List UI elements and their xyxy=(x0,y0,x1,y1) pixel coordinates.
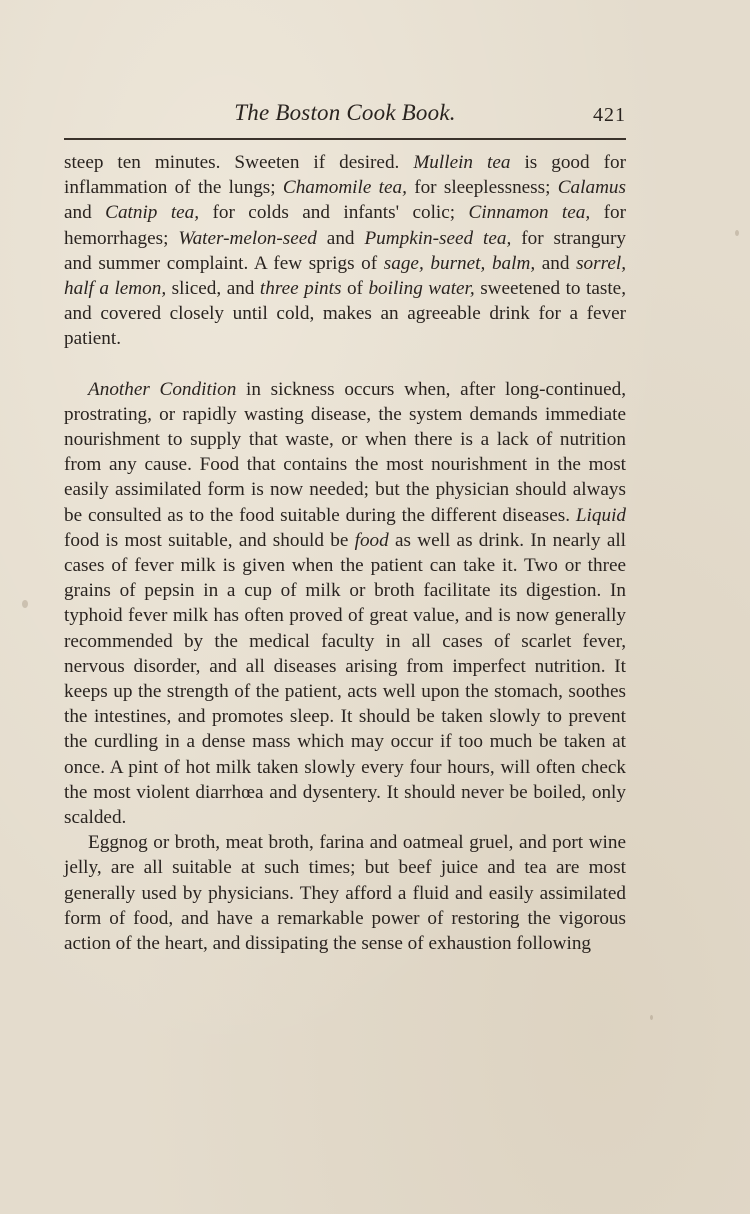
text-run: sliced, and xyxy=(166,278,260,300)
italic-run: sage, xyxy=(383,252,424,274)
text-run: for strangury and summer complaint. A few sprigs of xyxy=(64,227,626,274)
italic-run: burnet, xyxy=(430,252,486,274)
italic-run: Catnip tea, xyxy=(105,202,200,224)
paragraph-eggnog-broth xyxy=(64,830,626,956)
text-run: steep ten minutes. Sweeten if desired. xyxy=(64,152,414,173)
italic-run: sorrel, xyxy=(576,252,627,274)
italic-run: boiling water, xyxy=(368,278,475,300)
text-run: for hemorrhages; xyxy=(64,202,626,249)
italic-run: Pumpkin-seed tea, xyxy=(364,227,512,249)
italic-run: balm, xyxy=(491,252,536,274)
text-run: in sickness occurs when, after long-continued, prostrating, or rapidly wasting disease, the system demands immediate nourishment to supply that waste, or when there is a lack of nutrition from any cause. Food that contains the most nourishment in the most easily assimilated form is now needed; but the physician should always be consulted as to the food suitable during the different diseases. xyxy=(64,378,626,526)
text-run xyxy=(485,253,492,274)
italic-run: Calamus xyxy=(557,177,626,199)
paragraph-herbal-teas xyxy=(64,150,626,352)
text-run: and xyxy=(316,227,365,249)
body-text xyxy=(64,150,626,956)
page-number: 421 xyxy=(593,104,626,126)
text-run: as well as drink. In nearly all cases of fever milk is given when the patient can take it. Two or three grains of pepsin in a cup of milk or broth facilitate its digestion. In typhoid fever milk has often proved of great value, and is now generally recommended by the medical faculty in all cases of scarlet fever, nervous disorder, and all diseases arising from imperfect nutrition. It keeps up the strength of the patient, acts well upon the stomach, soothes the intestines, and promotes sleep. It should be taken slowly to prevent the curdling in a dense mass which may occur if too much be taken at once. A pint of hot milk taken slowly every four hours, will often check the most violent diarrhœa and dysentery. It should never be boiled, only scalded. xyxy=(64,529,626,829)
text-run: is good for inflammation of the lungs; xyxy=(64,152,626,199)
text-run: of xyxy=(341,278,369,300)
text-run: and xyxy=(64,202,106,224)
italic-run: food xyxy=(354,529,389,551)
text-run: Eggnog or broth, meat broth, farina and oatmeal gruel, and port wine jelly, are all suitable at such times; but beef juice and tea are most generally used by physicians. They afford a fluid and easily assimilated form of food, and have a remarkable power of restoring the vigorous action of the heart, and dissipating the sense of exhaustion following xyxy=(64,832,626,955)
text-run: for sleeplessness; xyxy=(406,177,558,199)
text-run: sweetened to taste, and covered closely until cold, makes an agreeable drink for a fever patient. xyxy=(64,278,626,350)
italic-run: Chamomile tea, xyxy=(282,177,407,199)
text-run: and xyxy=(535,252,577,274)
running-head xyxy=(64,100,626,134)
italic-run: Water-melon-seed xyxy=(178,227,317,249)
italic-run: half a lemon, xyxy=(64,278,167,300)
italic-run: Another Condition xyxy=(88,378,237,400)
running-title: The Boston Cook Book. xyxy=(234,100,456,125)
italic-run: Liquid xyxy=(575,504,626,526)
paragraph-another-condition xyxy=(64,377,626,831)
text-run: food is most suitable, and should be xyxy=(64,529,355,551)
header-rule xyxy=(64,138,626,140)
text-run: for colds and infants' colic; xyxy=(199,202,469,224)
paper-speck xyxy=(650,1015,653,1020)
paper-speck xyxy=(22,600,28,608)
italic-run: three pints xyxy=(259,278,342,300)
italic-run: Cinnamon tea, xyxy=(468,202,591,224)
italic-run: Mullein tea xyxy=(413,152,511,173)
paper-speck xyxy=(735,230,739,236)
